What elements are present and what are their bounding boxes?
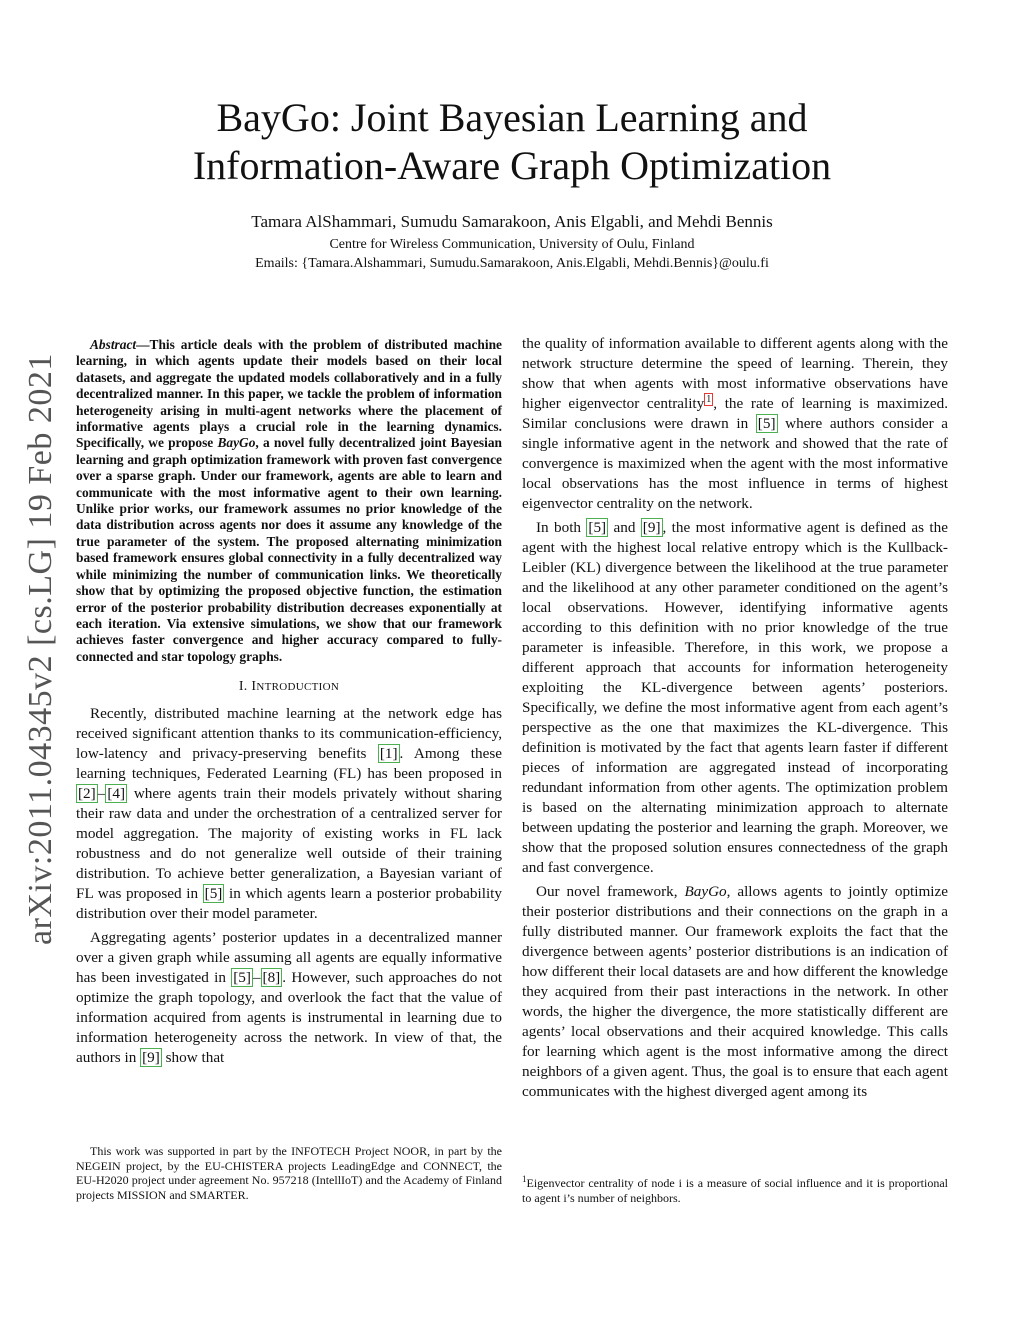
text-run: Our novel framework, <box>536 883 685 900</box>
section-title-first: I <box>251 679 257 695</box>
citation-link[interactable]: [5] <box>204 885 223 903</box>
text-run: , the most informative agent is defined as the agent with the highest local relative entropy which is the Kullback-Leibler (KL) divergence between the likelihood at the true parameter and the likelihood at any other parameter conditioned on the agent’s local observations. However, identifying informative agents according to this definition with no prior knowledge of the true parameter is infeasible. Therefore, in this work, we propose a different approach that accounts for information heterogeneity exploiting the KL-divergence between agents’ posteriors. Specifically, we define the most informative agent from each agent’s perspective as the one that maximizes the KL-divergence. This definition is motivated by the fact that agents learn faster if different pieces of information are aggregated instead of incorporating redundant information from other agents. The optimization problem is based on the alternating minimization approach to alternate between updating the posterior and learning the graph. Moreover, we show that the proposed solution ensures connectedness of the graph and fast convergence. <box>522 519 948 876</box>
text-run: show that <box>161 1049 225 1067</box>
author-emails: Emails: {Tamara.Alshammari, Sumudu.Samarakoon, Anis.Elgabli, Mehdi.Bennis}@oulu.fi <box>255 256 769 271</box>
citation-link[interactable]: [5] <box>588 519 607 536</box>
author-list: Tamara AlShammari, Sumudu Samarakoon, Anis Elgabli, and Mehdi Bennis <box>251 212 773 231</box>
citation-link[interactable]: [5] <box>757 415 776 432</box>
text-run: . However, such approaches do not optimize the graph topology, and overlook the fact that the value of information acquired from agents is instrumental in learning due to information heterogeneity across the network. In view of that, the authors in <box>76 969 503 1067</box>
abstract-dash: — <box>136 337 150 352</box>
section-title-rest: NTRODUCTION <box>256 681 340 694</box>
left-column <box>76 337 502 1072</box>
abstract <box>76 337 502 665</box>
citation-link[interactable]: [2] <box>78 785 96 803</box>
citation-link[interactable]: [5] <box>233 969 251 987</box>
abstract-label: Abstract <box>90 337 137 352</box>
text-run: , allows agents to jointly optimize their posterior distributions and their connections on the graph in a fully distributed manner. Our framework exploits the fact that the divergence between agents’ posterior distributions is an indication of how different their local datasets are and how different the knowledge they acquired from their past interactions in the network. In other words, the higher the divergence, the more statistically different are agents’ local observations and their acquired knowledge. This calls for learning which agent is the most informative among the direct neighbors of a given agent. Thus, the goal is to ensure that each agent communicates with the highest diverged agent among its <box>522 883 948 1100</box>
intro-paragraph-3 <box>522 334 948 514</box>
text-run: Recently, distributed machine learning at the network edge has received significant attention thanks to its communication-efficiency, low-latency and privacy-preserving benefits <box>76 705 502 763</box>
footnote-text: Eigenvector centrality of node i is a measure of social influence and it is proportional to agent i’s number of neighbors. <box>522 1176 948 1205</box>
text-run: – <box>97 785 106 803</box>
text-run: where agents train their models privately without sharing their raw data and under the orchestration of a centralized server for model aggregation. The majority of existing works in FL lack robustness and do not generalize well outside of their training distribution. To achieve better generalization, a Bayesian variant of FL was proposed in <box>76 785 502 903</box>
abstract-framework-name: BayGo <box>217 435 256 451</box>
right-column <box>522 334 948 1106</box>
funding-footnote: This work was supported in part by the INFOTECH Project NOOR, in part by the NEGEIN project, by the EU-CHISTERA projects LeadingEdge and CONNECT, the EU-H2020 project under agreement No. 957218 (IntellIoT) and the Academy of Finland projects MISSION and SMARTER. <box>76 1144 502 1202</box>
intro-paragraph-2 <box>76 928 502 1068</box>
intro-paragraph-1 <box>76 704 502 924</box>
centrality-footnote <box>522 1176 948 1205</box>
text-run: In both <box>536 519 587 536</box>
text-run: Aggregating agents’ posterior updates in a decentralized manner over a given graph while assuming all agents are equally informative has been investigated in <box>76 929 502 987</box>
text-run: and <box>608 519 641 536</box>
section-heading-introduction <box>76 679 502 695</box>
text-run: where authors consider a single informative agent in the network and showed that the rate of convergence is maximized when the agent with the most informative local observations has the most influence in terms of highest eigenvector centrality on the network. <box>522 415 948 512</box>
text-run: in which agents learn a posterior probability distribution over their model parameter. <box>76 885 502 923</box>
affiliation: Centre for Wireless Communication, University of Oulu, Finland <box>329 237 695 252</box>
intro-paragraph-4 <box>522 518 948 878</box>
intro-paragraph-5 <box>522 882 948 1102</box>
abstract-text-b: , a novel fully decentralized joint Bayesian learning and graph optimization framework with proven fast convergence over a sparse graph. Under our framework, agents are able to learn and communicate with the most informative agent to their own learning. Unlike prior works, our framework assumes no prior knowledge of the data distribution across agents nor does it assume any knowledge of the true parameter of the system. The proposed alternating minimization based framework ensures global connectivity in a fully decentralized way while minimizing the number of communication links. We theoretically show that by optimizing the proposed objective function, the estimation error of the posterior probability distribution decreases exponentially at each iteration. Via extensive simulations, we show that our framework achieves faster convergence and higher accuracy compared to fully-connected and star topology graphs. <box>76 435 502 664</box>
citation-link[interactable]: [8] <box>262 969 281 987</box>
citation-link[interactable]: [4] <box>107 785 126 803</box>
title-line-2: Information-Aware Graph Optimization <box>192 143 832 188</box>
paper-title <box>120 94 904 190</box>
footnote-marker-link[interactable]: 1 <box>706 393 712 405</box>
citation-link[interactable]: [9] <box>142 1049 160 1067</box>
text-run: . Among these learning techniques, Federated Learning (FL) has been proposed in <box>76 745 502 783</box>
citation-link[interactable]: [9] <box>642 519 661 536</box>
title-line-1: BayGo: Joint Bayesian Learning and <box>216 95 808 140</box>
arxiv-stamp: arXiv:2011.04345v2 [cs.LG] 19 Feb 2021 <box>22 353 59 945</box>
section-number: I. <box>238 679 248 695</box>
footnote-number: 1 <box>522 1174 527 1184</box>
abstract-text-a: This article deals with the problem of distributed machine learning, in which agents update their models based on their local datasets, and aggregate the updated models collaboratively and in a fully decentralized manner. In this paper, we tackle the problem of information heterogeneity arising in multi-agent networks where the placement of informative agents plays a crucial role in the learning dynamics. Specifically, we propose <box>76 337 502 451</box>
text-run: the quality of information available to different agents along with the network structure determine the speed of learning. Therein, they show that when agents with most informative observations have higher eigenvector centrality <box>522 335 948 412</box>
citation-link[interactable]: [1] <box>379 745 398 763</box>
text-run: – <box>252 969 261 987</box>
text-run: , the rate of learning is maximized. Similar conclusions were drawn in <box>522 395 948 432</box>
framework-name: BayGo <box>684 883 727 900</box>
